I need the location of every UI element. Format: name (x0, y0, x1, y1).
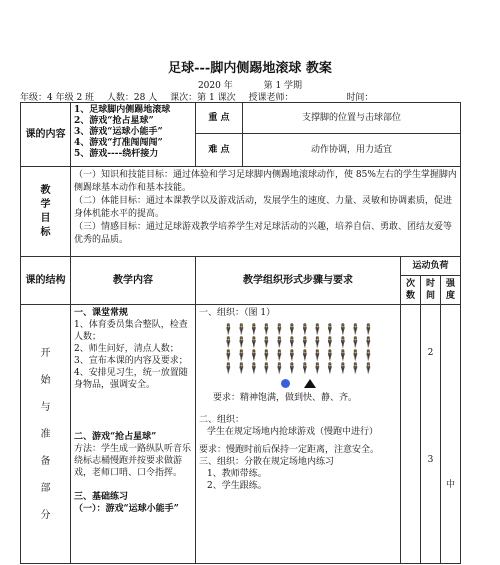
year-text: 2020 年 (197, 81, 233, 91)
section-routine-title: 一、课堂常规 (74, 308, 129, 318)
lesson-plan-table (20, 102, 461, 564)
difficulty-value: 动作协调，用力适宜 (243, 134, 461, 167)
org-2: 二、组织： (199, 415, 245, 425)
count-text: 人数：28 人 (106, 93, 158, 103)
objectives-text (71, 167, 461, 257)
time-header: 时间 (421, 276, 441, 305)
routine-item: 3、宣布本课的内容及要求； (74, 356, 188, 366)
objectives-label: 教 学 目 标 (21, 167, 71, 257)
grade-text: 年级：4 年级 2 班 (20, 93, 95, 103)
person-icon: 🕴🕴🕴🕴🕴🕴🕴🕴🕴🕴🕴🕴 (221, 349, 375, 362)
teacher-text: 授课老师： (248, 93, 294, 103)
org-2-text: 学生在规定场地内抢球游戏（慢跑中进行） (207, 427, 379, 437)
intensity-header: 强度 (441, 276, 461, 305)
org-1: 一、组织：（图 1） (199, 308, 276, 318)
key-label: 重 点 (196, 103, 243, 134)
content-item: 2、游戏“抢占星球” (74, 116, 154, 126)
content-item: 4、游戏“打准闯闯闯” (74, 138, 163, 148)
method-header: 教学组织形式步骤与要求 (196, 257, 401, 305)
content-item: 3、游戏“运球小能手” (74, 127, 163, 137)
org-3: 三、组织：分散在规定场地内练习 (199, 457, 335, 467)
structure-label: 课的结构 (21, 257, 71, 305)
times-header: 次数 (401, 276, 421, 305)
key-value: 支撑脚的位置与击球部位 (243, 103, 461, 134)
time-value-2: 3 (427, 455, 434, 465)
routine-item: 1、体育委员集合整队，检查人数； (74, 320, 188, 342)
load-header: 运动负荷 (401, 257, 461, 276)
lesson-text: 课次：第 1 课次 (170, 93, 236, 103)
time-value-1: 2 (427, 348, 434, 358)
objective-emotion: （三）情感目标：通过足球游戏教学培养学生对足球活动的兴趣，培养自信、勇敢、团结友爱等优秀的品质。 (74, 222, 453, 245)
content-label: 课的内容 (21, 103, 71, 167)
method-cell (196, 305, 401, 564)
person-icon: 🕴🕴🕴🕴🕴🕴🕴🕴🕴🕴🕴🕴 (221, 323, 375, 336)
content-item: 1、足球脚内侧踢地滚球 (74, 105, 171, 115)
intensity-value: 中 (446, 480, 456, 490)
content-list (71, 103, 196, 167)
teaching-content-header: 教学内容 (71, 257, 196, 305)
teaching-content-cell (71, 305, 196, 564)
org-3-item: 2、学生跟练。 (207, 481, 267, 491)
phase-label: 开 始 与 准 备 部 分 (21, 305, 71, 564)
page-title: 足球---脚内侧踢地滚球 教案 (168, 61, 332, 76)
basic-sub-title: （一）：游戏“运球小能手” (74, 504, 179, 514)
section-basic-title: 三、基础练习 (74, 492, 129, 502)
person-icon: 🕴🕴🕴🕴🕴🕴🕴🕴🕴🕴🕴🕴 (221, 362, 375, 375)
routine-item: 2、师生问好，清点人数； (74, 344, 179, 354)
times-cell (401, 305, 421, 564)
time-text: 时间： (346, 93, 374, 103)
req-2: 要求：慢跑时前后保持一定距离，注意安全。 (199, 445, 380, 455)
routine-item: 4、安排见习生，统一放置随身物品，强调安全。 (74, 368, 188, 390)
term-text: 第 1 学期 (263, 81, 303, 91)
time-cell (421, 305, 441, 564)
difficulty-label: 难 点 (196, 134, 243, 167)
triangle-icon (304, 379, 316, 388)
content-item: 5、游戏----绕杆接力 (74, 149, 159, 159)
objective-knowledge: （一）知识和技能目标：通过体验和学习足球脚内侧踢地滚球动作，使 85%左右的学生掌握脚内侧踢球基本动作和基本技能。 (74, 170, 457, 193)
game-method: 方法：学生成一路纵队听音乐绕标志桶慢跑并按要求做游戏，老师口哨、口令指挥。 (74, 444, 192, 478)
person-icon: 🕴🕴🕴🕴🕴🕴🕴🕴🕴🕴🕴🕴 (221, 336, 375, 349)
formation-figure (199, 323, 397, 388)
teacher-icon (281, 379, 290, 388)
org-3-item: 1、教师带练。 (207, 469, 267, 479)
intensity-cell (441, 305, 461, 564)
req-1: 要求：精神饱满，做到快、静、齐。 (213, 393, 358, 403)
objective-fitness: （二）体能目标：通过本课教学以及游戏活动，发展学生的速度、力量、灵敏和协调素质，促进身体机能水平的提高。 (74, 196, 453, 219)
section-game-title: 二、游戏“抢占星球” (74, 432, 157, 442)
